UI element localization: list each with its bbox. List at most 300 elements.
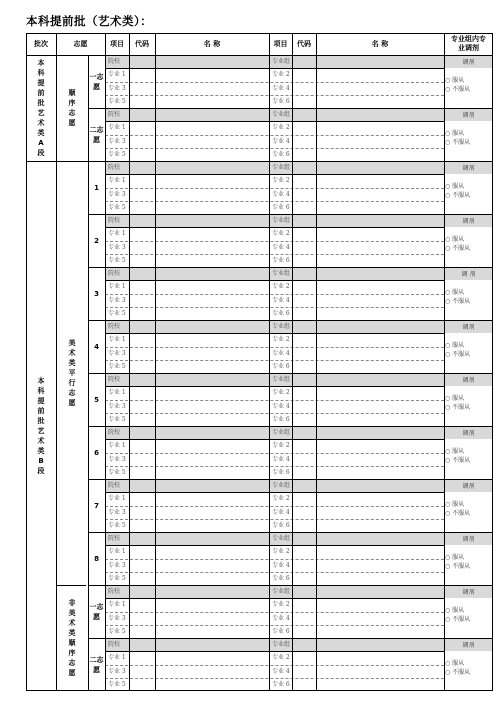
code-field[interactable] <box>129 598 155 611</box>
code-field[interactable] <box>292 519 316 532</box>
row-label-major3: 专业 3 <box>108 190 126 198</box>
agree-option[interactable]: ○ 服从 <box>445 500 465 508</box>
code-field[interactable] <box>129 400 155 413</box>
code-field[interactable] <box>129 373 155 386</box>
name-field[interactable] <box>155 572 269 585</box>
name-field[interactable] <box>316 585 444 598</box>
name-field[interactable] <box>155 82 269 95</box>
code-field[interactable] <box>129 121 155 134</box>
row-label-major1: 专业 1 <box>108 389 126 397</box>
header-item-2: 项目 <box>273 39 288 48</box>
name-field[interactable] <box>155 214 269 227</box>
code-field[interactable] <box>292 373 316 386</box>
name-field[interactable] <box>316 108 444 121</box>
name-field[interactable] <box>155 227 269 240</box>
code-field[interactable] <box>129 82 155 95</box>
name-field[interactable] <box>155 320 269 333</box>
wish-label: 3 <box>94 289 99 298</box>
code-field[interactable] <box>129 519 155 532</box>
code-field[interactable] <box>292 598 316 611</box>
code-field[interactable] <box>292 161 316 174</box>
name-field[interactable] <box>155 651 269 664</box>
grid-line <box>88 373 493 374</box>
code-field[interactable] <box>129 135 155 148</box>
name-field[interactable] <box>316 373 444 386</box>
name-field[interactable] <box>316 678 444 691</box>
row-label-major6: 专业 6 <box>272 150 290 158</box>
name-field[interactable] <box>155 625 269 638</box>
row-label-major4: 专业 4 <box>272 296 290 304</box>
name-field[interactable] <box>316 161 444 174</box>
row-label-major5: 专业 5 <box>108 574 126 582</box>
row-label-major3: 专业 3 <box>108 296 126 304</box>
code-field[interactable] <box>292 227 316 240</box>
code-field[interactable] <box>292 214 316 227</box>
name-field[interactable] <box>316 638 444 651</box>
code-field[interactable] <box>292 678 316 691</box>
name-field[interactable] <box>155 492 269 505</box>
name-field[interactable] <box>155 241 269 254</box>
code-field[interactable] <box>292 68 316 81</box>
row-label-major1: 专业 1 <box>108 177 126 185</box>
code-field[interactable] <box>129 55 155 68</box>
row-label-major1: 专业 1 <box>108 601 126 609</box>
row-label-major2: 专业 2 <box>272 389 290 397</box>
row-label-group: 专业组 <box>269 585 292 598</box>
code-field[interactable] <box>292 439 316 452</box>
code-field[interactable] <box>292 453 316 466</box>
category-label-parallel: 美术类平行志愿 <box>68 339 76 407</box>
name-field[interactable] <box>316 280 444 293</box>
code-field[interactable] <box>292 426 316 439</box>
code-field[interactable] <box>129 625 155 638</box>
row-label-major4: 专业 4 <box>272 84 290 92</box>
header-batch: 批次 <box>34 39 48 48</box>
name-field[interactable] <box>155 519 269 532</box>
name-field[interactable] <box>316 201 444 214</box>
code-field[interactable] <box>292 400 316 413</box>
name-field[interactable] <box>316 95 444 108</box>
row-label-major1: 专业 1 <box>108 336 126 344</box>
code-field[interactable] <box>129 413 155 426</box>
name-field[interactable] <box>155 426 269 439</box>
grid-line <box>316 33 317 691</box>
code-field[interactable] <box>129 638 155 651</box>
grid-line <box>129 33 130 691</box>
name-field[interactable] <box>316 82 444 95</box>
name-field[interactable] <box>155 347 269 360</box>
name-field[interactable] <box>316 413 444 426</box>
name-field[interactable] <box>155 598 269 611</box>
code-field[interactable] <box>129 161 155 174</box>
row-label-major1: 专业 1 <box>108 442 126 450</box>
row-label-major5: 专业 5 <box>108 415 126 423</box>
row-label-major2: 专业 2 <box>272 124 290 132</box>
code-field[interactable] <box>292 254 316 267</box>
code-field[interactable] <box>292 188 316 201</box>
name-field[interactable] <box>155 68 269 81</box>
grid-line <box>88 638 493 639</box>
category-label-a: 顺序志愿 <box>68 89 76 127</box>
code-field[interactable] <box>129 201 155 214</box>
code-field[interactable] <box>292 108 316 121</box>
name-field[interactable] <box>155 453 269 466</box>
name-field[interactable] <box>155 612 269 625</box>
grid-line <box>88 108 493 109</box>
code-field[interactable] <box>129 585 155 598</box>
disagree-option[interactable]: ○ 不服从 <box>445 562 471 570</box>
header-name: 名 称 <box>203 39 221 48</box>
code-field[interactable] <box>292 506 316 519</box>
code-field[interactable] <box>292 492 316 505</box>
name-field[interactable] <box>316 612 444 625</box>
row-label-major6: 专业 6 <box>272 627 290 635</box>
row-label-major5: 专业 5 <box>108 256 126 264</box>
code-field[interactable] <box>129 68 155 81</box>
code-field[interactable] <box>129 333 155 346</box>
name-field[interactable] <box>316 479 444 492</box>
agree-option[interactable]: ○ 服从 <box>445 606 465 614</box>
name-field[interactable] <box>155 413 269 426</box>
row-label-major4: 专业 4 <box>272 243 290 251</box>
grid-line <box>26 33 27 691</box>
name-field[interactable] <box>316 148 444 161</box>
code-field[interactable] <box>292 651 316 664</box>
code-field[interactable] <box>129 492 155 505</box>
code-field[interactable] <box>129 453 155 466</box>
code-field[interactable] <box>129 678 155 691</box>
name-field[interactable] <box>316 254 444 267</box>
name-field[interactable] <box>316 333 444 346</box>
wish-label: 一志愿 <box>89 72 104 91</box>
code-field[interactable] <box>292 612 316 625</box>
code-field[interactable] <box>129 294 155 307</box>
row-label-college: 院校 <box>105 267 129 280</box>
row-label-college: 院校 <box>105 161 129 174</box>
row-label-major1: 专业 1 <box>108 654 126 662</box>
name-field[interactable] <box>155 148 269 161</box>
wish-label: 2 <box>94 236 99 245</box>
batch-label-b: 本科提前批艺术类B段 <box>37 377 45 475</box>
name-field[interactable] <box>316 545 444 558</box>
code-field[interactable] <box>292 267 316 280</box>
code-field[interactable] <box>129 466 155 479</box>
name-field[interactable] <box>316 559 444 572</box>
code-field[interactable] <box>292 174 316 187</box>
name-field[interactable] <box>155 121 269 134</box>
name-field[interactable] <box>155 360 269 373</box>
code-field[interactable] <box>129 254 155 267</box>
name-field[interactable] <box>316 347 444 360</box>
disagree-option[interactable]: ○ 不服从 <box>445 403 471 411</box>
name-field[interactable] <box>316 532 444 545</box>
row-label-major2: 专业 2 <box>272 283 290 291</box>
code-field[interactable] <box>292 280 316 293</box>
agree-option[interactable]: ○ 服从 <box>445 76 465 84</box>
grid-line <box>88 585 493 586</box>
code-field[interactable] <box>292 333 316 346</box>
name-field[interactable] <box>155 254 269 267</box>
name-field[interactable] <box>316 466 444 479</box>
name-field[interactable] <box>316 492 444 505</box>
row-label-major5: 专业 5 <box>108 362 126 370</box>
name-field[interactable] <box>316 665 444 678</box>
adjust-label: 调剂 <box>444 373 493 386</box>
code-field[interactable] <box>129 95 155 108</box>
code-field[interactable] <box>129 360 155 373</box>
name-field[interactable] <box>316 241 444 254</box>
row-label-major5: 专业 5 <box>108 97 126 105</box>
code-field[interactable] <box>292 95 316 108</box>
grid-line <box>88 55 89 691</box>
code-field[interactable] <box>129 559 155 572</box>
adjust-label: 调剂 <box>444 214 493 227</box>
row-label-major5: 专业 5 <box>108 521 126 529</box>
name-field[interactable] <box>316 651 444 664</box>
name-field[interactable] <box>155 280 269 293</box>
wish-label: 7 <box>94 501 99 510</box>
name-field[interactable] <box>316 453 444 466</box>
agree-option[interactable]: ○ 服从 <box>445 659 465 667</box>
name-field[interactable] <box>316 68 444 81</box>
name-field[interactable] <box>155 188 269 201</box>
row-label-major6: 专业 6 <box>272 415 290 423</box>
code-field[interactable] <box>292 201 316 214</box>
disagree-option[interactable]: ○ 不服从 <box>445 191 471 199</box>
code-field[interactable] <box>129 532 155 545</box>
disagree-option[interactable]: ○ 不服从 <box>445 244 471 252</box>
name-field[interactable] <box>316 174 444 187</box>
row-label-major1: 专业 1 <box>108 495 126 503</box>
name-field[interactable] <box>155 373 269 386</box>
name-field[interactable] <box>316 572 444 585</box>
code-field[interactable] <box>129 506 155 519</box>
row-label-major2: 专业 2 <box>272 495 290 503</box>
name-field[interactable] <box>316 426 444 439</box>
adjust-label: 调剂 <box>444 532 493 545</box>
name-field[interactable] <box>316 121 444 134</box>
name-field[interactable] <box>155 161 269 174</box>
name-field[interactable] <box>155 307 269 320</box>
code-field[interactable] <box>129 307 155 320</box>
name-field[interactable] <box>155 55 269 68</box>
code-field[interactable] <box>292 386 316 399</box>
name-field[interactable] <box>155 506 269 519</box>
name-field[interactable] <box>155 559 269 572</box>
row-label-major2: 专业 2 <box>272 654 290 662</box>
name-field[interactable] <box>155 333 269 346</box>
disagree-option[interactable]: ○ 不服从 <box>445 668 471 676</box>
code-field[interactable] <box>129 386 155 399</box>
row-label-major3: 专业 3 <box>108 84 126 92</box>
name-field[interactable] <box>316 439 444 452</box>
row-label-college: 院校 <box>105 108 129 121</box>
row-label-college: 院校 <box>105 214 129 227</box>
code-field[interactable] <box>292 360 316 373</box>
row-label-major6: 专业 6 <box>272 521 290 529</box>
row-label-major3: 专业 3 <box>108 508 126 516</box>
row-label-major2: 专业 2 <box>272 71 290 79</box>
name-field[interactable] <box>155 201 269 214</box>
name-field[interactable] <box>155 294 269 307</box>
code-field[interactable] <box>292 55 316 68</box>
row-label-major2: 专业 2 <box>272 601 290 609</box>
agree-option[interactable]: ○ 服从 <box>445 288 465 296</box>
name-field[interactable] <box>316 360 444 373</box>
disagree-option[interactable]: ○ 不服从 <box>445 509 471 517</box>
row-label-major3: 专业 3 <box>108 561 126 569</box>
row-label-major2: 专业 2 <box>272 336 290 344</box>
code-field[interactable] <box>129 439 155 452</box>
disagree-option[interactable]: ○ 不服从 <box>445 297 471 305</box>
code-field[interactable] <box>292 82 316 95</box>
code-field[interactable] <box>129 108 155 121</box>
grid-line <box>56 33 57 691</box>
name-field[interactable] <box>316 214 444 227</box>
name-field[interactable] <box>155 585 269 598</box>
disagree-option[interactable]: ○ 不服从 <box>445 456 471 464</box>
name-field[interactable] <box>155 532 269 545</box>
name-field[interactable] <box>316 320 444 333</box>
disagree-option[interactable]: ○ 不服从 <box>445 350 471 358</box>
code-field[interactable] <box>292 545 316 558</box>
name-field[interactable] <box>155 400 269 413</box>
name-field[interactable] <box>316 135 444 148</box>
row-label-group: 专业组 <box>269 108 292 121</box>
row-label-major2: 专业 2 <box>272 230 290 238</box>
grid-line <box>88 426 493 427</box>
code-field[interactable] <box>292 413 316 426</box>
code-field[interactable] <box>129 651 155 664</box>
code-field[interactable] <box>129 347 155 360</box>
code-field[interactable] <box>292 585 316 598</box>
row-label-major3: 专业 3 <box>108 614 126 622</box>
disagree-option[interactable]: ○ 不服从 <box>445 615 471 623</box>
row-label-major5: 专业 5 <box>108 309 126 317</box>
grid-line <box>155 33 156 691</box>
code-field[interactable] <box>292 294 316 307</box>
name-field[interactable] <box>155 665 269 678</box>
row-label-major1: 专业 1 <box>108 230 126 238</box>
code-field[interactable] <box>129 426 155 439</box>
name-field[interactable] <box>155 678 269 691</box>
adjust-label: 调 剂 <box>444 267 493 280</box>
code-field[interactable] <box>129 148 155 161</box>
agree-option[interactable]: ○ 服从 <box>445 182 465 190</box>
row-label-major4: 专业 4 <box>272 667 290 675</box>
name-field[interactable] <box>316 400 444 413</box>
name-field[interactable] <box>316 386 444 399</box>
name-field[interactable] <box>155 466 269 479</box>
code-field[interactable] <box>129 267 155 280</box>
name-field[interactable] <box>155 545 269 558</box>
agree-option[interactable]: ○ 服从 <box>445 235 465 243</box>
code-field[interactable] <box>292 121 316 134</box>
code-field[interactable] <box>129 214 155 227</box>
name-field[interactable] <box>155 95 269 108</box>
name-field[interactable] <box>316 188 444 201</box>
code-field[interactable] <box>292 148 316 161</box>
name-field[interactable] <box>155 135 269 148</box>
wish-label: 5 <box>94 395 99 404</box>
name-field[interactable] <box>316 307 444 320</box>
code-field[interactable] <box>292 347 316 360</box>
name-field[interactable] <box>316 55 444 68</box>
disagree-option[interactable]: ○ 不服从 <box>445 138 471 146</box>
code-field[interactable] <box>292 532 316 545</box>
code-field[interactable] <box>292 572 316 585</box>
name-field[interactable] <box>316 625 444 638</box>
code-field[interactable] <box>292 320 316 333</box>
code-field[interactable] <box>129 188 155 201</box>
code-field[interactable] <box>129 665 155 678</box>
name-field[interactable] <box>316 519 444 532</box>
disagree-option[interactable]: ○ 不服从 <box>445 85 471 93</box>
code-field[interactable] <box>292 638 316 651</box>
name-field[interactable] <box>155 267 269 280</box>
name-field[interactable] <box>155 108 269 121</box>
row-label-major1: 专业 1 <box>108 71 126 79</box>
agree-option[interactable]: ○ 服从 <box>445 129 465 137</box>
code-field[interactable] <box>129 280 155 293</box>
name-field[interactable] <box>316 598 444 611</box>
code-field[interactable] <box>129 572 155 585</box>
agree-option[interactable]: ○ 服从 <box>445 394 465 402</box>
name-field[interactable] <box>316 506 444 519</box>
code-field[interactable] <box>292 307 316 320</box>
row-label-major4: 专业 4 <box>272 349 290 357</box>
code-field[interactable] <box>129 241 155 254</box>
name-field[interactable] <box>155 638 269 651</box>
code-field[interactable] <box>129 320 155 333</box>
row-label-major1: 专业 1 <box>108 124 126 132</box>
agree-option[interactable]: ○ 服从 <box>445 341 465 349</box>
agree-option[interactable]: ○ 服从 <box>445 553 465 561</box>
code-field[interactable] <box>129 174 155 187</box>
code-field[interactable] <box>292 135 316 148</box>
grid-line <box>56 585 86 586</box>
row-label-major6: 专业 6 <box>272 97 290 105</box>
code-field[interactable] <box>292 665 316 678</box>
code-field[interactable] <box>129 545 155 558</box>
wish-label: 一志愿 <box>89 602 104 621</box>
row-label-group: 专业组 <box>269 161 292 174</box>
name-field[interactable] <box>155 479 269 492</box>
code-field[interactable] <box>129 479 155 492</box>
code-field[interactable] <box>292 241 316 254</box>
header-item: 项目 <box>110 39 124 48</box>
header-code-2: 代码 <box>297 39 311 48</box>
header-adjust: 专业组内专业调剂 <box>451 35 486 52</box>
grid-line <box>88 161 493 162</box>
name-field[interactable] <box>316 227 444 240</box>
code-field[interactable] <box>292 625 316 638</box>
name-field[interactable] <box>155 174 269 187</box>
name-field[interactable] <box>155 439 269 452</box>
code-field[interactable] <box>292 466 316 479</box>
code-field[interactable] <box>292 479 316 492</box>
row-label-group: 专业组 <box>269 214 292 227</box>
name-field[interactable] <box>155 386 269 399</box>
agree-option[interactable]: ○ 服从 <box>445 447 465 455</box>
grid-line <box>26 690 493 691</box>
row-label-major3: 专业 3 <box>108 349 126 357</box>
name-field[interactable] <box>316 294 444 307</box>
code-field[interactable] <box>129 612 155 625</box>
name-field[interactable] <box>316 267 444 280</box>
code-field[interactable] <box>129 227 155 240</box>
code-field[interactable] <box>292 559 316 572</box>
